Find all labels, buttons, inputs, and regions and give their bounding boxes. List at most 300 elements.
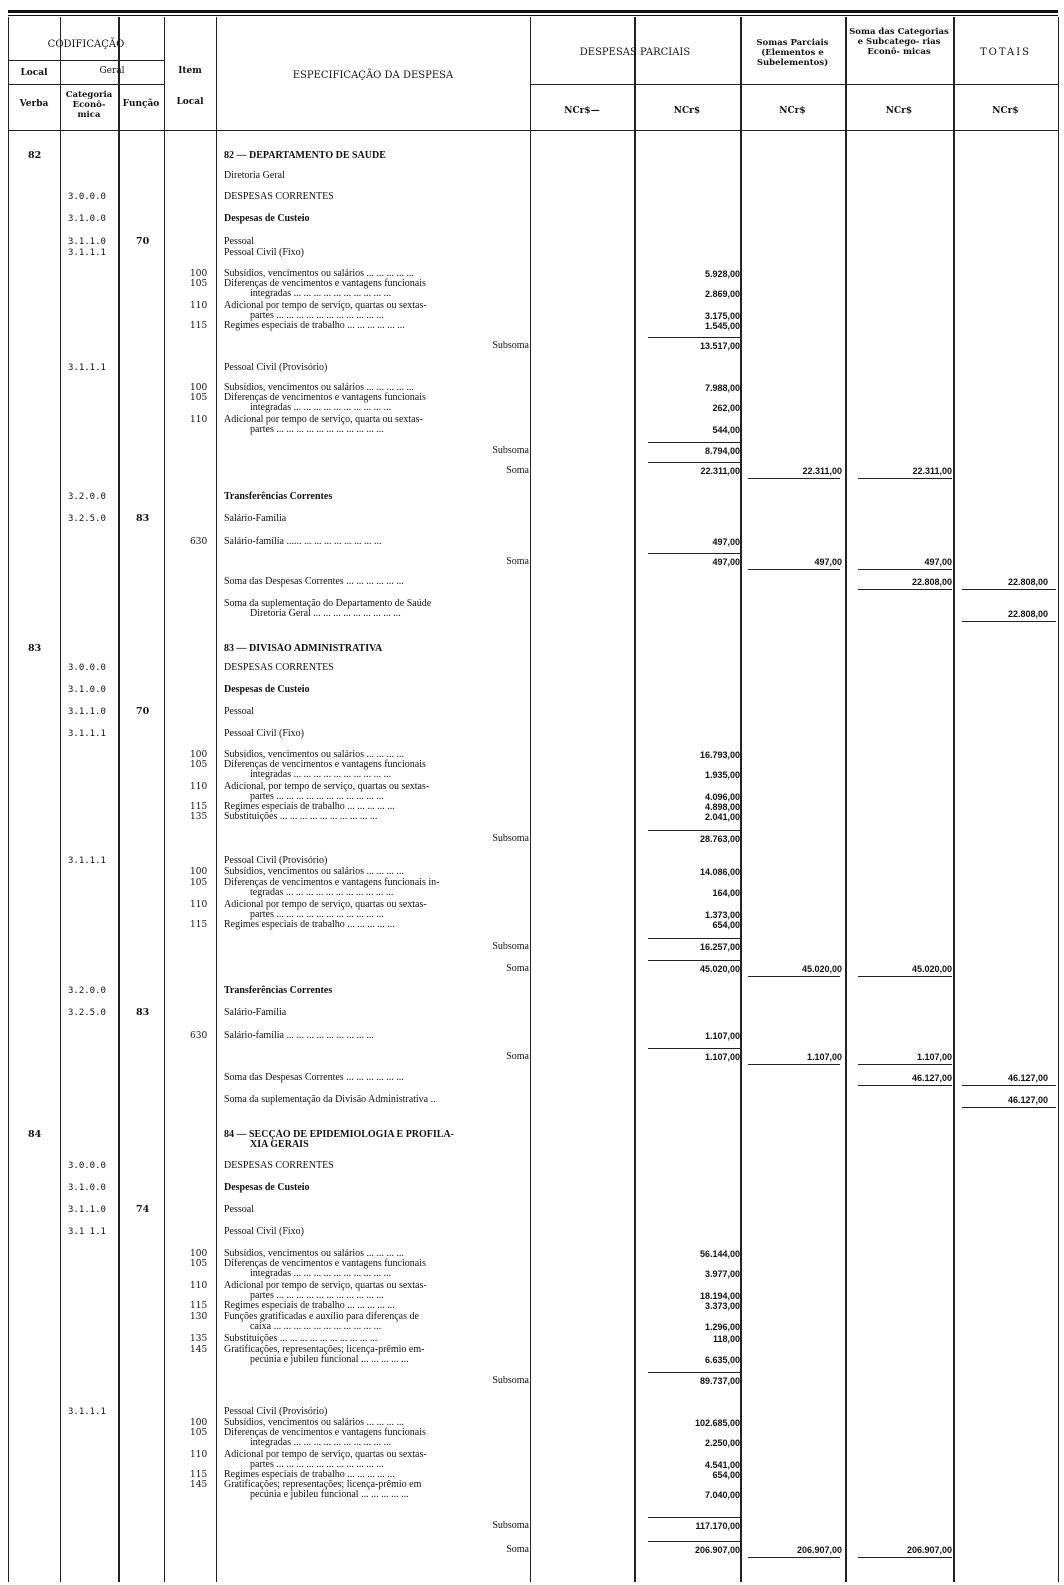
header-unit-4: NCr$: [885, 106, 913, 116]
table-row: [0, 919, 1064, 931]
expense-description: Soma: [506, 556, 529, 567]
category-sum-value: 206.907,00: [906, 1545, 952, 1555]
sum-rule: [858, 1064, 952, 1065]
function-code: 70: [136, 236, 150, 247]
partial-value: 3.977,00: [704, 1269, 740, 1279]
partial-value: 3.373,00: [704, 1301, 740, 1311]
table-row: [0, 1051, 1064, 1063]
table-row: [0, 556, 1064, 568]
item-code: 145: [190, 1480, 208, 1490]
expense-description: Substituições ... ... ... ... ... ... ... ... ... ...: [224, 1333, 378, 1344]
expense-description: Despesas de Custeio: [224, 1182, 310, 1193]
item-code: 105: [190, 1259, 208, 1269]
header-soma-categorias: Soma das Categorias e Subcatego- rias Econô- micas: [849, 27, 949, 57]
table-row: [0, 445, 1064, 457]
partial-value: 8.794,00: [704, 446, 740, 456]
expense-description: Subsídios, vencimentos ou salários ... ... ... ...: [224, 866, 404, 877]
expense-description: Adicional por tempo de serviço, quartas ou sextas-: [224, 1280, 427, 1291]
expense-description: integradas ... ... ... ... ... ... ... ... ... ...: [250, 288, 392, 299]
table-row: [0, 833, 1064, 845]
category-code: 3.2.5.0: [68, 514, 106, 524]
total-value: 46.127,00: [1007, 1073, 1048, 1083]
expense-description: Diferenças de vencimentos e vantagens funcionais in-: [224, 877, 440, 888]
category-code: 3.1.1.1: [68, 248, 106, 258]
partial-value: 7.988,00: [704, 383, 740, 393]
item-code: 105: [190, 878, 208, 888]
expense-description: Despesas de Custeio: [224, 213, 310, 224]
total-rule: [962, 1085, 1056, 1086]
table-row: [0, 491, 1064, 503]
expense-description: Diferenças de vencimentos e vantagens funcionais: [224, 759, 426, 770]
verba-code: 83: [28, 643, 42, 654]
sum-rule: [858, 569, 952, 570]
header-unit-2: NCr$: [673, 106, 701, 116]
table-row: [0, 811, 1064, 823]
total-rule: [962, 621, 1056, 622]
expense-description: Subsídios, vencimentos ou salários ... ... ... ...: [224, 749, 404, 760]
header-rule: [8, 84, 164, 85]
header-geral: Geral: [99, 66, 125, 76]
expense-description: Subsoma: [492, 340, 529, 351]
item-code: 100: [190, 1249, 208, 1259]
element-sum-value: 1.107,00: [806, 1052, 842, 1062]
item-code: 130: [190, 1312, 208, 1322]
category-code: 3.1.1.0: [68, 707, 106, 717]
table-row: [0, 465, 1064, 477]
partial-value: 5.928,00: [704, 269, 740, 279]
category-code: 3.1.1.1: [68, 729, 106, 739]
table-row: [0, 288, 1064, 300]
table-row: [0, 536, 1064, 548]
expense-description: Salário-Família: [224, 1007, 287, 1018]
partial-value: 117.170,00: [695, 1521, 740, 1531]
table-row: [0, 706, 1064, 718]
table-row: [0, 662, 1064, 674]
expense-description: caixa ... ... ... ... ... ... ... ... ... ... ...: [250, 1321, 382, 1332]
partial-value: 1.296,00: [704, 1322, 740, 1332]
subtotal-rule: [648, 830, 740, 831]
item-code: 110: [190, 1450, 208, 1460]
table-row: [0, 1139, 1064, 1151]
header-rule: [530, 84, 1058, 85]
table-row: [0, 728, 1064, 740]
expense-description: Subsoma: [492, 1520, 529, 1531]
item-code: 630: [190, 1031, 208, 1041]
expense-description: Diferenças de vencimentos e vantagens funcionais: [224, 1258, 426, 1269]
item-code: 135: [190, 812, 208, 822]
category-code: 3.2.0.0: [68, 492, 106, 502]
category-code: 3.2.0.0: [68, 986, 106, 996]
table-row: [0, 941, 1064, 953]
expense-description: DESPESAS CORRENTES: [224, 662, 334, 673]
category-sum-value: 497,00: [924, 557, 952, 567]
expense-description: Pessoal Civil (Fixo): [224, 728, 305, 739]
expense-description: Pessoal Civil (Fixo): [224, 247, 305, 258]
expense-description: pecúnia e jubileu funcional ... ... ... ... ...: [250, 1354, 409, 1365]
expense-description: Pessoal Civil (Fixo): [224, 1226, 305, 1237]
partial-value: 497,00: [712, 557, 740, 567]
subtotal-rule: [648, 938, 740, 939]
sum-rule: [858, 976, 952, 977]
item-code: 115: [190, 1301, 208, 1311]
expense-description: Pessoal Civil (Provisório): [224, 855, 328, 866]
subtotal-rule: [648, 960, 740, 961]
expense-description: Pessoal Civil (Provisório): [224, 1406, 328, 1417]
subtotal-rule: [648, 1541, 740, 1542]
header-local: Local: [20, 68, 48, 78]
category-code: 3.1.0.0: [68, 1183, 106, 1193]
expense-description: Salário-família ...... ... ... ... ... ... ... ... ...: [224, 536, 382, 547]
item-code: 110: [190, 900, 208, 910]
item-code: 110: [190, 415, 208, 425]
header-somas-parciais: Somas Parciais (Elementos e Subelementos): [756, 38, 829, 68]
category-sum-value: 46.127,00: [911, 1073, 952, 1083]
partial-value: 2.250,00: [704, 1438, 740, 1448]
expense-description: Soma da suplementação do Departamento de Saúde: [224, 598, 432, 609]
function-code: 83: [136, 1007, 150, 1018]
expense-description: Regimes especiais de trabalho ... ... ... ... ...: [224, 801, 395, 812]
partial-value: 654,00: [712, 920, 740, 930]
expense-description: Salário-Família: [224, 513, 287, 524]
table-row: [0, 1226, 1064, 1238]
header-categoria: Categoria Econô- mica: [65, 90, 113, 120]
expense-description: integradas ... ... ... ... ... ... ... ... ... ...: [250, 402, 392, 413]
table-row: [0, 247, 1064, 259]
function-code: 83: [136, 513, 150, 524]
expense-description: Diretoria Geral ... ... ... ... ... ... ... ... ...: [250, 608, 401, 619]
partial-value: 2.869,00: [704, 289, 740, 299]
table-row: [0, 1007, 1064, 1019]
partial-value: 28.763,00: [699, 834, 740, 844]
header-totais: TOTAIS: [979, 47, 1031, 58]
table-row: [0, 191, 1064, 203]
subtotal-rule: [648, 1517, 740, 1518]
sum-rule: [858, 1557, 952, 1558]
element-sum-value: 497,00: [814, 557, 842, 567]
item-code: 105: [190, 760, 208, 770]
category-code: 3.1.1.1: [68, 856, 106, 866]
partial-value: 654,00: [712, 1470, 740, 1480]
expense-description: 82 — DEPARTAMENTO DE SAÚDE: [224, 150, 386, 161]
expense-description: Gratificações; representações; licença-prêmio em: [224, 1479, 422, 1490]
table-row: [0, 1204, 1064, 1216]
category-code: 3.1.1.1: [68, 1407, 106, 1417]
category-code: 3.1 1.1: [68, 1227, 106, 1237]
expense-description: partes ... ... ... ... ... ... ... ... ... ... ...: [250, 791, 384, 802]
partial-value: 16.257,00: [699, 942, 740, 952]
expense-description: Subsídios, vencimentos ou salários ... ... ... ... ...: [224, 268, 414, 279]
header-despesas-parciais: DESPESAS PARCIAIS: [579, 47, 691, 58]
sum-rule: [748, 1064, 840, 1065]
partial-value: 206.907,00: [694, 1545, 740, 1555]
partial-value: 22.311,00: [700, 466, 740, 476]
item-code: 115: [190, 802, 208, 812]
header-especificacao: ESPECIFICAÇÃO DA DESPESA: [292, 70, 454, 81]
expense-description: Soma: [506, 1051, 529, 1062]
expense-description: integradas ... ... ... ... ... ... ... ... ... ...: [250, 769, 392, 780]
expense-description: partes ... ... ... ... ... ... ... ... ... ... ...: [250, 424, 384, 435]
partial-value: 13.517,00: [699, 341, 740, 351]
table-row: [0, 513, 1064, 525]
table-row: [0, 1437, 1064, 1449]
partial-value: 544,00: [712, 425, 740, 435]
table-row: [0, 170, 1064, 182]
expense-description: Soma das Despesas Correntes ... ... ... ... ... ...: [224, 576, 404, 587]
expense-description: Adicional por tempo de serviço, quartas ou sextas-: [224, 899, 427, 910]
item-code: 105: [190, 279, 208, 289]
item-code: 115: [190, 920, 208, 930]
table-row: [0, 1182, 1064, 1194]
expense-description: Subsoma: [492, 1375, 529, 1386]
table-row: [0, 684, 1064, 696]
table-row: [0, 1030, 1064, 1042]
expense-description: Transferências Correntes: [224, 491, 333, 502]
function-code: 74: [136, 1204, 150, 1215]
total-rule: [962, 589, 1056, 590]
item-code: 105: [190, 393, 208, 403]
sum-rule: [748, 976, 840, 977]
table-row: [0, 1489, 1064, 1501]
item-code: 135: [190, 1334, 208, 1344]
item-code: 115: [190, 1470, 208, 1480]
partial-value: 6.635,00: [704, 1355, 740, 1365]
sum-rule: [748, 1557, 840, 1558]
table-row: [0, 1354, 1064, 1366]
expense-description: Pessoal: [224, 706, 254, 717]
expense-description: XIA GERAIS: [250, 1139, 309, 1150]
table-row: [0, 576, 1064, 588]
partial-value: 1.545,00: [704, 321, 740, 331]
expense-description: Subsídios, vencimentos ou salários ... ... ... ... ...: [224, 382, 414, 393]
header-unit-5: NCr$: [992, 106, 1019, 116]
item-code: 100: [190, 1418, 208, 1428]
subtotal-rule: [648, 442, 740, 443]
expense-description: Gratificações, representações; licença-prêmio em-: [224, 1344, 425, 1355]
table-row: [0, 320, 1064, 332]
expense-description: Soma: [506, 1544, 529, 1555]
header-rule: [8, 60, 164, 61]
item-code: 100: [190, 867, 208, 877]
header-verba: Verba: [19, 99, 49, 109]
expense-description: tegradas ... ... ... ... ... ... ... ... ... ... ...: [250, 887, 394, 898]
partial-value: 1.373,00: [704, 910, 740, 920]
expense-description: Soma: [506, 963, 529, 974]
element-sum-value: 45.020,00: [801, 964, 842, 974]
table-row: [0, 424, 1064, 436]
item-code: 100: [190, 269, 208, 279]
verba-code: 82: [28, 150, 42, 161]
category-code: 3.0.0.0: [68, 192, 106, 202]
element-sum-value: 206.907,00: [796, 1545, 842, 1555]
expense-description: partes ... ... ... ... ... ... ... ... ... ... ...: [250, 909, 384, 920]
partial-value: 45.020,00: [699, 964, 740, 974]
expense-description: Adicional, por tempo de serviço, quartas ou sextas-: [224, 781, 430, 792]
subtotal-rule: [648, 1372, 740, 1373]
partial-value: 14.086,00: [699, 867, 740, 877]
table-row: [0, 362, 1064, 374]
partial-value: 118,00: [712, 1334, 740, 1344]
item-code: 100: [190, 383, 208, 393]
category-sum-value: 22.808,00: [911, 577, 952, 587]
expense-description: Despesas de Custeio: [224, 684, 310, 695]
expense-description: Pessoal Civil (Provisório): [224, 362, 328, 373]
item-code: 110: [190, 782, 208, 792]
table-row: [0, 608, 1064, 620]
expense-description: pecúnia e jubileu funcional ... ... ... ... ...: [250, 1489, 409, 1500]
partial-value: 102.685,00: [694, 1418, 740, 1428]
table-row: [0, 1072, 1064, 1084]
partial-value: 1.935,00: [704, 770, 740, 780]
total-value: 46.127,00: [1007, 1095, 1048, 1105]
partial-value: 497,00: [712, 537, 740, 547]
header-unit-3: NCr$: [779, 106, 806, 116]
table-row: [0, 1544, 1064, 1556]
category-code: 3.1.1.0: [68, 1205, 106, 1215]
expense-description: Soma das Despesas Correntes ... ... ... ... ... ...: [224, 1072, 404, 1083]
total-rule: [962, 1107, 1056, 1108]
category-sum-value: 22.311,00: [912, 466, 952, 476]
partial-value: 262,00: [712, 403, 740, 413]
table-row: [0, 1520, 1064, 1532]
header-item-local: Local: [176, 97, 204, 107]
verba-code: 84: [28, 1129, 42, 1140]
total-value: 22.808,00: [1007, 577, 1048, 587]
partial-value: 16.793,00: [699, 750, 740, 760]
table-row: [0, 1268, 1064, 1280]
expense-description: integradas ... ... ... ... ... ... ... ... ... ...: [250, 1437, 392, 1448]
expense-description: Regimes especiais de trabalho ... ... ... ... ...: [224, 1300, 395, 1311]
partial-value: 164,00: [712, 888, 740, 898]
function-code: 70: [136, 706, 150, 717]
expense-description: Adicional por tempo de serviço, quartas ou sextas-: [224, 300, 427, 311]
expense-description: Transferências Correntes: [224, 985, 333, 996]
category-code: 3.1.0.0: [68, 685, 106, 695]
table-row: [0, 213, 1064, 225]
table-row: [0, 402, 1064, 414]
expense-description: Regimes especiais de trabalho ... ... ... ... ...: [224, 1469, 395, 1480]
partial-value: 4.541,00: [704, 1460, 740, 1470]
category-code: 3.0.0.0: [68, 1161, 106, 1171]
sum-rule: [748, 478, 840, 479]
subtotal-rule: [648, 553, 740, 554]
expense-description: Salário-família ... ... ... ... ... ... ... ... ...: [224, 1030, 374, 1041]
sum-rule: [748, 569, 840, 570]
expense-description: partes ... ... ... ... ... ... ... ... ... ... ...: [250, 1290, 384, 1301]
category-sum-value: 45.020,00: [911, 964, 952, 974]
expense-description: Pessoal: [224, 236, 254, 247]
expense-description: Soma: [506, 465, 529, 476]
expense-description: Adicional por tempo de serviço, quarta ou sextas-: [224, 414, 423, 425]
table-row: [0, 1321, 1064, 1333]
element-sum-value: 22.311,00: [802, 466, 842, 476]
item-code: 115: [190, 321, 208, 331]
expense-description: Diferenças de vencimentos e vantagens funcionais: [224, 278, 426, 289]
table-row: [0, 1160, 1064, 1172]
expense-description: 84 — SECÇÃO DE EPIDEMIOLOGIA E PROFILA-: [224, 1129, 455, 1140]
header-unit-1: NCr$—: [564, 106, 600, 116]
expense-description: Subsídios, vencimentos ou salários ... ... ... ...: [224, 1417, 404, 1428]
header-bottom-rule: [8, 130, 1058, 131]
table-row: [0, 150, 1064, 162]
top-rule: [8, 10, 1058, 13]
header-codificacao: CODIFICAÇÃO: [47, 39, 125, 50]
expense-description: Funções gratificadas e auxílio para diferenças de: [224, 1311, 419, 1322]
partial-value: 3.175,00: [704, 311, 740, 321]
expense-description: Regimes especiais de trabalho ... ... ... ... ... ...: [224, 320, 405, 331]
partial-value: 4.898,00: [704, 802, 740, 812]
table-row: [0, 887, 1064, 899]
expense-description: Subsídios, vencimentos ou salários ... ... ... ...: [224, 1248, 404, 1259]
partial-value: 1.107,00: [704, 1052, 740, 1062]
partial-value: 4.096,00: [704, 792, 740, 802]
item-code: 100: [190, 750, 208, 760]
expense-description: partes ... ... ... ... ... ... ... ... ... ... ...: [250, 1459, 384, 1470]
table-row: [0, 340, 1064, 352]
category-sum-value: 1.107,00: [916, 1052, 952, 1062]
table-row: [0, 985, 1064, 997]
partial-value: 18.194,00: [699, 1291, 740, 1301]
expense-description: Subsoma: [492, 833, 529, 844]
expense-description: Substituições ... ... ... ... ... ... ... ... ... ...: [224, 811, 378, 822]
subtotal-rule: [648, 462, 740, 463]
table-row: [0, 643, 1064, 655]
table-row: [0, 769, 1064, 781]
sum-rule: [858, 478, 952, 479]
expense-description: Diferenças de vencimentos e vantagens funcionais: [224, 392, 426, 403]
expense-description: integradas ... ... ... ... ... ... ... ... ... ...: [250, 1268, 392, 1279]
partial-value: 56.144,00: [699, 1249, 740, 1259]
category-code: 3.1.0.0: [68, 214, 106, 224]
expense-description: DESPESAS CORRENTES: [224, 191, 334, 202]
item-code: 145: [190, 1345, 208, 1355]
category-code: 3.0.0.0: [68, 663, 106, 673]
expense-description: Subsoma: [492, 941, 529, 952]
table-row: [0, 1375, 1064, 1387]
expense-description: Soma da suplementação da Divisão Administrativa ..: [224, 1094, 436, 1105]
subtotal-rule: [648, 1048, 740, 1049]
table-row: [0, 963, 1064, 975]
item-code: 110: [190, 301, 208, 311]
item-code: 110: [190, 1281, 208, 1291]
expense-description: 83 — DIVISÃO ADMINISTRATIVA: [224, 643, 383, 654]
category-code: 3.1.1.1: [68, 363, 106, 373]
sum-rule: [858, 589, 952, 590]
item-code: 105: [190, 1428, 208, 1438]
sum-rule: [858, 1085, 952, 1086]
category-code: 3.2.5.0: [68, 1008, 106, 1018]
partial-value: 7.040,00: [704, 1490, 740, 1500]
top-rule-thin: [8, 15, 1058, 16]
partial-value: 2.041,00: [704, 812, 740, 822]
expense-description: Adicional por tempo de serviço, quartas ou sextas-: [224, 1449, 427, 1460]
expense-description: Diretoria Geral: [224, 170, 285, 181]
category-code: 3.1.1.0: [68, 237, 106, 247]
expense-description: partes ... ... ... ... ... ... ... ... ... ... ...: [250, 310, 384, 321]
partial-value: 89.737,00: [699, 1376, 740, 1386]
expense-description: Regimes especiais de trabalho ... ... ... ... ...: [224, 919, 395, 930]
item-code: 630: [190, 537, 208, 547]
expense-description: Pessoal: [224, 1204, 254, 1215]
subtotal-rule: [648, 337, 740, 338]
header-item: Item: [178, 66, 202, 76]
partial-value: 1.107,00: [704, 1031, 740, 1041]
expense-description: DESPESAS CORRENTES: [224, 1160, 334, 1171]
table-row: [0, 1094, 1064, 1106]
total-value: 22.808,00: [1007, 609, 1048, 619]
header-funcao: Função: [122, 99, 160, 109]
expense-description: Diferenças de vencimentos e vantagens funcionais: [224, 1427, 426, 1438]
expense-description: Subsoma: [492, 445, 529, 456]
